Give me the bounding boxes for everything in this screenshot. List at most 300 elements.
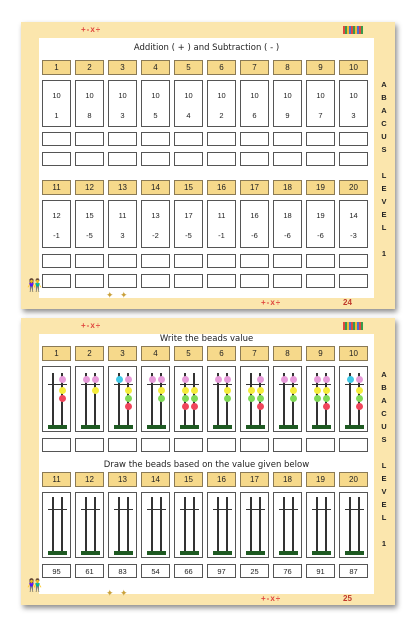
problem-top-number: 10 bbox=[151, 91, 160, 100]
abacus-bead-green bbox=[314, 395, 321, 402]
target-value: 91 bbox=[316, 567, 325, 576]
abacus-bead-yellow bbox=[182, 387, 189, 394]
column-header-5: 5 bbox=[174, 60, 203, 75]
answer-box[interactable] bbox=[273, 438, 302, 452]
side-label-letter bbox=[378, 234, 390, 247]
side-label-letter bbox=[378, 524, 390, 537]
side-label-letter bbox=[378, 446, 390, 459]
answer-box[interactable] bbox=[108, 152, 137, 166]
problem-bottom-number: 1 bbox=[54, 111, 59, 120]
abacus-base bbox=[147, 425, 166, 429]
target-value: 95 bbox=[52, 567, 61, 576]
abacus-bead-pink bbox=[356, 376, 363, 383]
problem-top-number: 10 bbox=[316, 91, 325, 100]
empty-abacus-card[interactable] bbox=[42, 492, 71, 558]
answer-box[interactable] bbox=[339, 152, 368, 166]
side-label-letter: L bbox=[381, 461, 387, 470]
column-header-8: 18 bbox=[273, 180, 302, 195]
abacus-base bbox=[114, 551, 133, 555]
abacus-bead-green bbox=[248, 395, 255, 402]
problem-top-number: 12 bbox=[52, 211, 61, 220]
problem-card bbox=[174, 200, 203, 248]
abacus-bead-yellow bbox=[248, 387, 255, 394]
brand-logo: +-x÷ bbox=[81, 25, 102, 34]
column-header-10: 10 bbox=[339, 60, 368, 75]
abacus-crossbar bbox=[279, 384, 298, 385]
problem-bottom-number: -2 bbox=[152, 231, 159, 240]
children-illustration-icon: 👫 bbox=[27, 278, 42, 292]
abacus-crossbar bbox=[81, 384, 100, 385]
answer-box[interactable] bbox=[108, 132, 137, 146]
answer-box[interactable] bbox=[240, 132, 269, 146]
problem-bottom-number: 5 bbox=[153, 111, 158, 120]
abacus-base bbox=[81, 551, 100, 555]
problem-top-number: 10 bbox=[217, 91, 226, 100]
abacus-rod bbox=[349, 497, 351, 555]
target-value: 25 bbox=[250, 567, 259, 576]
answer-box[interactable] bbox=[306, 438, 335, 452]
column-header-9: 19 bbox=[306, 180, 335, 195]
abacus-bead-red bbox=[191, 403, 198, 410]
column-header-4: 14 bbox=[141, 472, 170, 487]
empty-abacus-card[interactable] bbox=[174, 492, 203, 558]
abacus-crossbar bbox=[279, 509, 298, 510]
problem-card bbox=[339, 80, 368, 127]
side-label-letter: A bbox=[381, 106, 387, 115]
problem-card bbox=[207, 80, 236, 127]
abacus-crossbar bbox=[213, 384, 232, 385]
answer-box[interactable] bbox=[273, 254, 302, 268]
abacus-crossbar bbox=[312, 384, 331, 385]
problem-card bbox=[75, 80, 104, 127]
abacus-rod bbox=[292, 497, 294, 555]
abacus-base bbox=[48, 551, 67, 555]
column-header-7: 7 bbox=[240, 346, 269, 361]
problem-top-number: 18 bbox=[283, 211, 292, 220]
target-value: 97 bbox=[217, 567, 226, 576]
abacus-rod bbox=[259, 497, 261, 555]
abacus-bead-yellow bbox=[257, 387, 264, 394]
side-label-letter: A bbox=[381, 396, 387, 405]
answer-box[interactable] bbox=[141, 254, 170, 268]
abacus-base bbox=[246, 551, 265, 555]
abacus-rod bbox=[52, 497, 54, 555]
column-header-5: 15 bbox=[174, 472, 203, 487]
page-title: Write the beads value bbox=[159, 334, 254, 344]
value-box bbox=[174, 564, 203, 578]
problem-top-number: 16 bbox=[250, 211, 259, 220]
column-header-10: 20 bbox=[339, 472, 368, 487]
abacus-crossbar bbox=[147, 509, 166, 510]
target-value: 76 bbox=[283, 567, 292, 576]
problem-bottom-number: -3 bbox=[350, 231, 357, 240]
problem-bottom-number: -1 bbox=[53, 231, 60, 240]
abacus-card bbox=[141, 366, 170, 432]
problem-card bbox=[240, 200, 269, 248]
problem-card bbox=[306, 80, 335, 127]
answer-box[interactable] bbox=[141, 132, 170, 146]
answer-box[interactable] bbox=[141, 438, 170, 452]
abacus-card bbox=[207, 366, 236, 432]
target-value: 83 bbox=[118, 567, 127, 576]
answer-box[interactable] bbox=[207, 152, 236, 166]
answer-box[interactable] bbox=[339, 132, 368, 146]
side-label-letter: U bbox=[381, 422, 387, 431]
abacus-stripes-icon bbox=[343, 26, 363, 34]
answer-box[interactable] bbox=[306, 254, 335, 268]
abacus-bead-green bbox=[125, 395, 132, 402]
abacus-rod bbox=[250, 497, 252, 555]
answer-box[interactable] bbox=[75, 152, 104, 166]
problem-card bbox=[339, 200, 368, 248]
abacus-base bbox=[279, 425, 298, 429]
answer-box[interactable] bbox=[174, 274, 203, 288]
abacus-rod bbox=[283, 497, 285, 555]
abacus-base bbox=[48, 425, 67, 429]
abacus-bead-green bbox=[224, 395, 231, 402]
column-header-2: 2 bbox=[75, 60, 104, 75]
abacus-card bbox=[240, 366, 269, 432]
problem-top-number: 15 bbox=[85, 211, 94, 220]
answer-box[interactable] bbox=[273, 152, 302, 166]
abacus-crossbar bbox=[180, 509, 199, 510]
side-label-letter: S bbox=[381, 435, 387, 444]
abacus-bead-red bbox=[125, 403, 132, 410]
abacus-bead-cyan bbox=[116, 376, 123, 383]
problem-bottom-number: -5 bbox=[185, 231, 192, 240]
answer-box[interactable] bbox=[108, 438, 137, 452]
abacus-crossbar bbox=[213, 509, 232, 510]
column-header-7: 7 bbox=[240, 60, 269, 75]
abacus-base bbox=[246, 425, 265, 429]
problem-top-number: 10 bbox=[118, 91, 127, 100]
abacus-base bbox=[147, 551, 166, 555]
abacus-bead-green bbox=[290, 395, 297, 402]
abacus-bead-pink bbox=[149, 376, 156, 383]
abacus-crossbar bbox=[48, 509, 67, 510]
empty-abacus-card[interactable] bbox=[207, 492, 236, 558]
abacus-card bbox=[75, 366, 104, 432]
side-label-letter: C bbox=[381, 409, 387, 418]
column-header-4: 4 bbox=[141, 60, 170, 75]
column-header-7: 17 bbox=[240, 180, 269, 195]
children-illustration-icon: 👫 bbox=[27, 578, 42, 592]
problem-bottom-number: 3 bbox=[351, 111, 356, 120]
brand-logo-footer: +-x÷ bbox=[261, 594, 282, 603]
empty-abacus-card[interactable] bbox=[339, 492, 368, 558]
abacus-base bbox=[279, 551, 298, 555]
abacus-bead-pink bbox=[281, 376, 288, 383]
abacus-base bbox=[114, 425, 133, 429]
abacus-rod bbox=[358, 497, 360, 555]
column-header-9: 9 bbox=[306, 346, 335, 361]
page-number: 25 bbox=[343, 594, 352, 603]
column-header-3: 3 bbox=[108, 60, 137, 75]
abacus-crossbar bbox=[345, 509, 364, 510]
answer-box[interactable] bbox=[174, 438, 203, 452]
abacus-crossbar bbox=[147, 384, 166, 385]
problem-top-number: 10 bbox=[349, 91, 358, 100]
abacus-rod bbox=[316, 497, 318, 555]
value-box bbox=[108, 564, 137, 578]
abacus-stripes-icon bbox=[343, 322, 363, 330]
abacus-base bbox=[213, 425, 232, 429]
decorative-dots: ✦ ✦ bbox=[106, 588, 130, 598]
answer-box[interactable] bbox=[240, 438, 269, 452]
problem-card bbox=[174, 80, 203, 127]
column-header-2: 2 bbox=[75, 346, 104, 361]
abacus-bead-green bbox=[158, 395, 165, 402]
answer-box[interactable] bbox=[306, 152, 335, 166]
answer-box[interactable] bbox=[42, 152, 71, 166]
page-number: 24 bbox=[343, 298, 352, 307]
problem-top-number: 19 bbox=[316, 211, 325, 220]
side-label-letter: E bbox=[381, 474, 387, 483]
abacus-crossbar bbox=[246, 509, 265, 510]
side-label-letter: L bbox=[381, 513, 387, 522]
abacus-rod bbox=[52, 373, 54, 427]
column-header-6: 16 bbox=[207, 472, 236, 487]
column-header-1: 11 bbox=[42, 180, 71, 195]
empty-abacus-card[interactable] bbox=[108, 492, 137, 558]
problem-card bbox=[42, 200, 71, 248]
abacus-bead-yellow bbox=[59, 387, 66, 394]
column-header-4: 14 bbox=[141, 180, 170, 195]
answer-box[interactable] bbox=[108, 254, 137, 268]
answer-box[interactable] bbox=[207, 132, 236, 146]
problem-card bbox=[75, 200, 104, 248]
problem-top-number: 17 bbox=[184, 211, 193, 220]
column-header-5: 5 bbox=[174, 346, 203, 361]
abacus-bead-pink bbox=[215, 376, 222, 383]
column-header-6: 6 bbox=[207, 346, 236, 361]
abacus-bead-yellow bbox=[125, 387, 132, 394]
abacus-crossbar bbox=[114, 384, 133, 385]
side-label-letter: E bbox=[381, 184, 387, 193]
problem-top-number: 11 bbox=[118, 211, 127, 220]
abacus-bead-pink bbox=[59, 376, 66, 383]
answer-box[interactable] bbox=[174, 132, 203, 146]
answer-box[interactable] bbox=[75, 438, 104, 452]
column-header-7: 17 bbox=[240, 472, 269, 487]
column-header-1: 1 bbox=[42, 346, 71, 361]
answer-box[interactable] bbox=[141, 274, 170, 288]
value-box bbox=[339, 564, 368, 578]
answer-box[interactable] bbox=[42, 132, 71, 146]
side-label-letter: L bbox=[381, 223, 387, 232]
problem-bottom-number: 2 bbox=[219, 111, 224, 120]
side-label-letter: 1 bbox=[381, 539, 387, 548]
column-header-9: 19 bbox=[306, 472, 335, 487]
abacus-bead-yellow bbox=[191, 387, 198, 394]
answer-box[interactable] bbox=[306, 132, 335, 146]
answer-box[interactable] bbox=[207, 254, 236, 268]
answer-box[interactable] bbox=[75, 254, 104, 268]
column-header-5: 15 bbox=[174, 180, 203, 195]
answer-box[interactable] bbox=[339, 274, 368, 288]
column-header-10: 10 bbox=[339, 346, 368, 361]
empty-abacus-card[interactable] bbox=[240, 492, 269, 558]
problem-card bbox=[108, 200, 137, 248]
column-header-8: 8 bbox=[273, 60, 302, 75]
answer-box[interactable] bbox=[306, 274, 335, 288]
abacus-crossbar bbox=[48, 384, 67, 385]
side-label-letter: L bbox=[381, 171, 387, 180]
abacus-bead-pink bbox=[92, 376, 99, 383]
target-value: 66 bbox=[184, 567, 193, 576]
problem-bottom-number: 3 bbox=[120, 111, 125, 120]
problem-top-number: 10 bbox=[250, 91, 259, 100]
column-header-2: 12 bbox=[75, 180, 104, 195]
side-label-letter: E bbox=[381, 500, 387, 509]
abacus-rod bbox=[217, 497, 219, 555]
abacus-bead-pink bbox=[314, 376, 321, 383]
answer-box[interactable] bbox=[75, 132, 104, 146]
abacus-bead-yellow bbox=[92, 387, 99, 394]
problem-bottom-number: -1 bbox=[218, 231, 225, 240]
problem-top-number: 10 bbox=[52, 91, 61, 100]
abacus-bead-red bbox=[59, 395, 66, 402]
empty-abacus-card[interactable] bbox=[141, 492, 170, 558]
answer-box[interactable] bbox=[339, 438, 368, 452]
abacus-bead-yellow bbox=[314, 387, 321, 394]
answer-box[interactable] bbox=[240, 152, 269, 166]
side-label-letter: U bbox=[381, 132, 387, 141]
abacus-rod bbox=[325, 497, 327, 555]
abacus-rod bbox=[193, 497, 195, 555]
abacus-rod bbox=[61, 497, 63, 555]
problem-top-number: 11 bbox=[217, 211, 226, 220]
empty-abacus-card[interactable] bbox=[273, 492, 302, 558]
answer-box[interactable] bbox=[174, 152, 203, 166]
answer-box[interactable] bbox=[207, 438, 236, 452]
side-label-letter: S bbox=[381, 145, 387, 154]
abacus-rod bbox=[85, 497, 87, 555]
column-header-9: 9 bbox=[306, 60, 335, 75]
abacus-bead-cyan bbox=[347, 376, 354, 383]
answer-box[interactable] bbox=[174, 254, 203, 268]
abacus-bead-red bbox=[323, 403, 330, 410]
column-header-1: 1 bbox=[42, 60, 71, 75]
abacus-rod bbox=[151, 497, 153, 555]
side-label-letter bbox=[378, 156, 390, 169]
abacus-bead-yellow bbox=[158, 387, 165, 394]
problem-top-number: 10 bbox=[184, 91, 193, 100]
abacus-rod bbox=[94, 497, 96, 555]
column-header-8: 8 bbox=[273, 346, 302, 361]
value-box bbox=[141, 564, 170, 578]
problem-bottom-number: 9 bbox=[285, 111, 290, 120]
abacus-rod bbox=[184, 497, 186, 555]
answer-box[interactable] bbox=[207, 274, 236, 288]
answer-box[interactable] bbox=[108, 274, 137, 288]
worksheet-page-25 bbox=[21, 318, 395, 605]
problem-bottom-number: -5 bbox=[86, 231, 93, 240]
abacus-bead-pink bbox=[323, 376, 330, 383]
answer-box[interactable] bbox=[273, 274, 302, 288]
abacus-rod bbox=[118, 497, 120, 555]
section-subtitle: Draw the beads based on the value given below bbox=[103, 460, 310, 470]
abacus-base bbox=[312, 425, 331, 429]
abacus-bead-red bbox=[257, 403, 264, 410]
abacus-bead-green bbox=[191, 395, 198, 402]
value-box bbox=[42, 564, 71, 578]
abacus-bead-green bbox=[257, 395, 264, 402]
answer-box[interactable] bbox=[42, 254, 71, 268]
answer-box[interactable] bbox=[141, 152, 170, 166]
column-header-10: 20 bbox=[339, 180, 368, 195]
abacus-bead-yellow bbox=[323, 387, 330, 394]
answer-box[interactable] bbox=[339, 254, 368, 268]
problem-top-number: 10 bbox=[283, 91, 292, 100]
column-header-1: 11 bbox=[42, 472, 71, 487]
abacus-bead-yellow bbox=[290, 387, 297, 394]
answer-box[interactable] bbox=[240, 254, 269, 268]
abacus-base bbox=[312, 551, 331, 555]
value-box bbox=[273, 564, 302, 578]
problem-card bbox=[273, 80, 302, 127]
empty-abacus-card[interactable] bbox=[306, 492, 335, 558]
abacus-bead-green bbox=[323, 395, 330, 402]
value-box bbox=[207, 564, 236, 578]
target-value: 87 bbox=[349, 567, 358, 576]
answer-box[interactable] bbox=[42, 274, 71, 288]
abacus-rod bbox=[226, 497, 228, 555]
worksheet-panel bbox=[39, 38, 374, 298]
problem-bottom-number: 8 bbox=[87, 111, 92, 120]
side-label-letter: C bbox=[381, 119, 387, 128]
value-box bbox=[306, 564, 335, 578]
side-label-letter: E bbox=[381, 210, 387, 219]
problem-bottom-number: 7 bbox=[318, 111, 323, 120]
brand-logo: +-x÷ bbox=[81, 321, 102, 330]
column-header-3: 3 bbox=[108, 346, 137, 361]
column-header-3: 13 bbox=[108, 180, 137, 195]
answer-box[interactable] bbox=[240, 274, 269, 288]
answer-box[interactable] bbox=[42, 438, 71, 452]
answer-box[interactable] bbox=[273, 132, 302, 146]
column-header-6: 16 bbox=[207, 180, 236, 195]
abacus-base bbox=[345, 551, 364, 555]
column-header-3: 13 bbox=[108, 472, 137, 487]
abacus-bead-pink bbox=[257, 376, 264, 383]
abacus-card bbox=[273, 366, 302, 432]
problem-top-number: 13 bbox=[151, 211, 160, 220]
answer-box[interactable] bbox=[75, 274, 104, 288]
side-label-abacus-level bbox=[378, 78, 390, 260]
problem-card bbox=[207, 200, 236, 248]
side-label-letter: B bbox=[381, 383, 387, 392]
problem-bottom-number: -6 bbox=[284, 231, 291, 240]
problem-card bbox=[141, 80, 170, 127]
worksheet-page-24 bbox=[21, 22, 395, 309]
worksheet-panel bbox=[39, 334, 374, 594]
side-label-letter: A bbox=[381, 80, 387, 89]
target-value: 54 bbox=[151, 567, 160, 576]
problem-card bbox=[306, 200, 335, 248]
abacus-card bbox=[174, 366, 203, 432]
problem-top-number: 14 bbox=[349, 211, 358, 220]
abacus-bead-red bbox=[356, 403, 363, 410]
column-header-8: 18 bbox=[273, 472, 302, 487]
value-box bbox=[240, 564, 269, 578]
problem-card bbox=[240, 80, 269, 127]
abacus-bead-green bbox=[356, 395, 363, 402]
empty-abacus-card[interactable] bbox=[75, 492, 104, 558]
column-header-6: 6 bbox=[207, 60, 236, 75]
abacus-bead-yellow bbox=[356, 387, 363, 394]
side-label-letter: B bbox=[381, 93, 387, 102]
